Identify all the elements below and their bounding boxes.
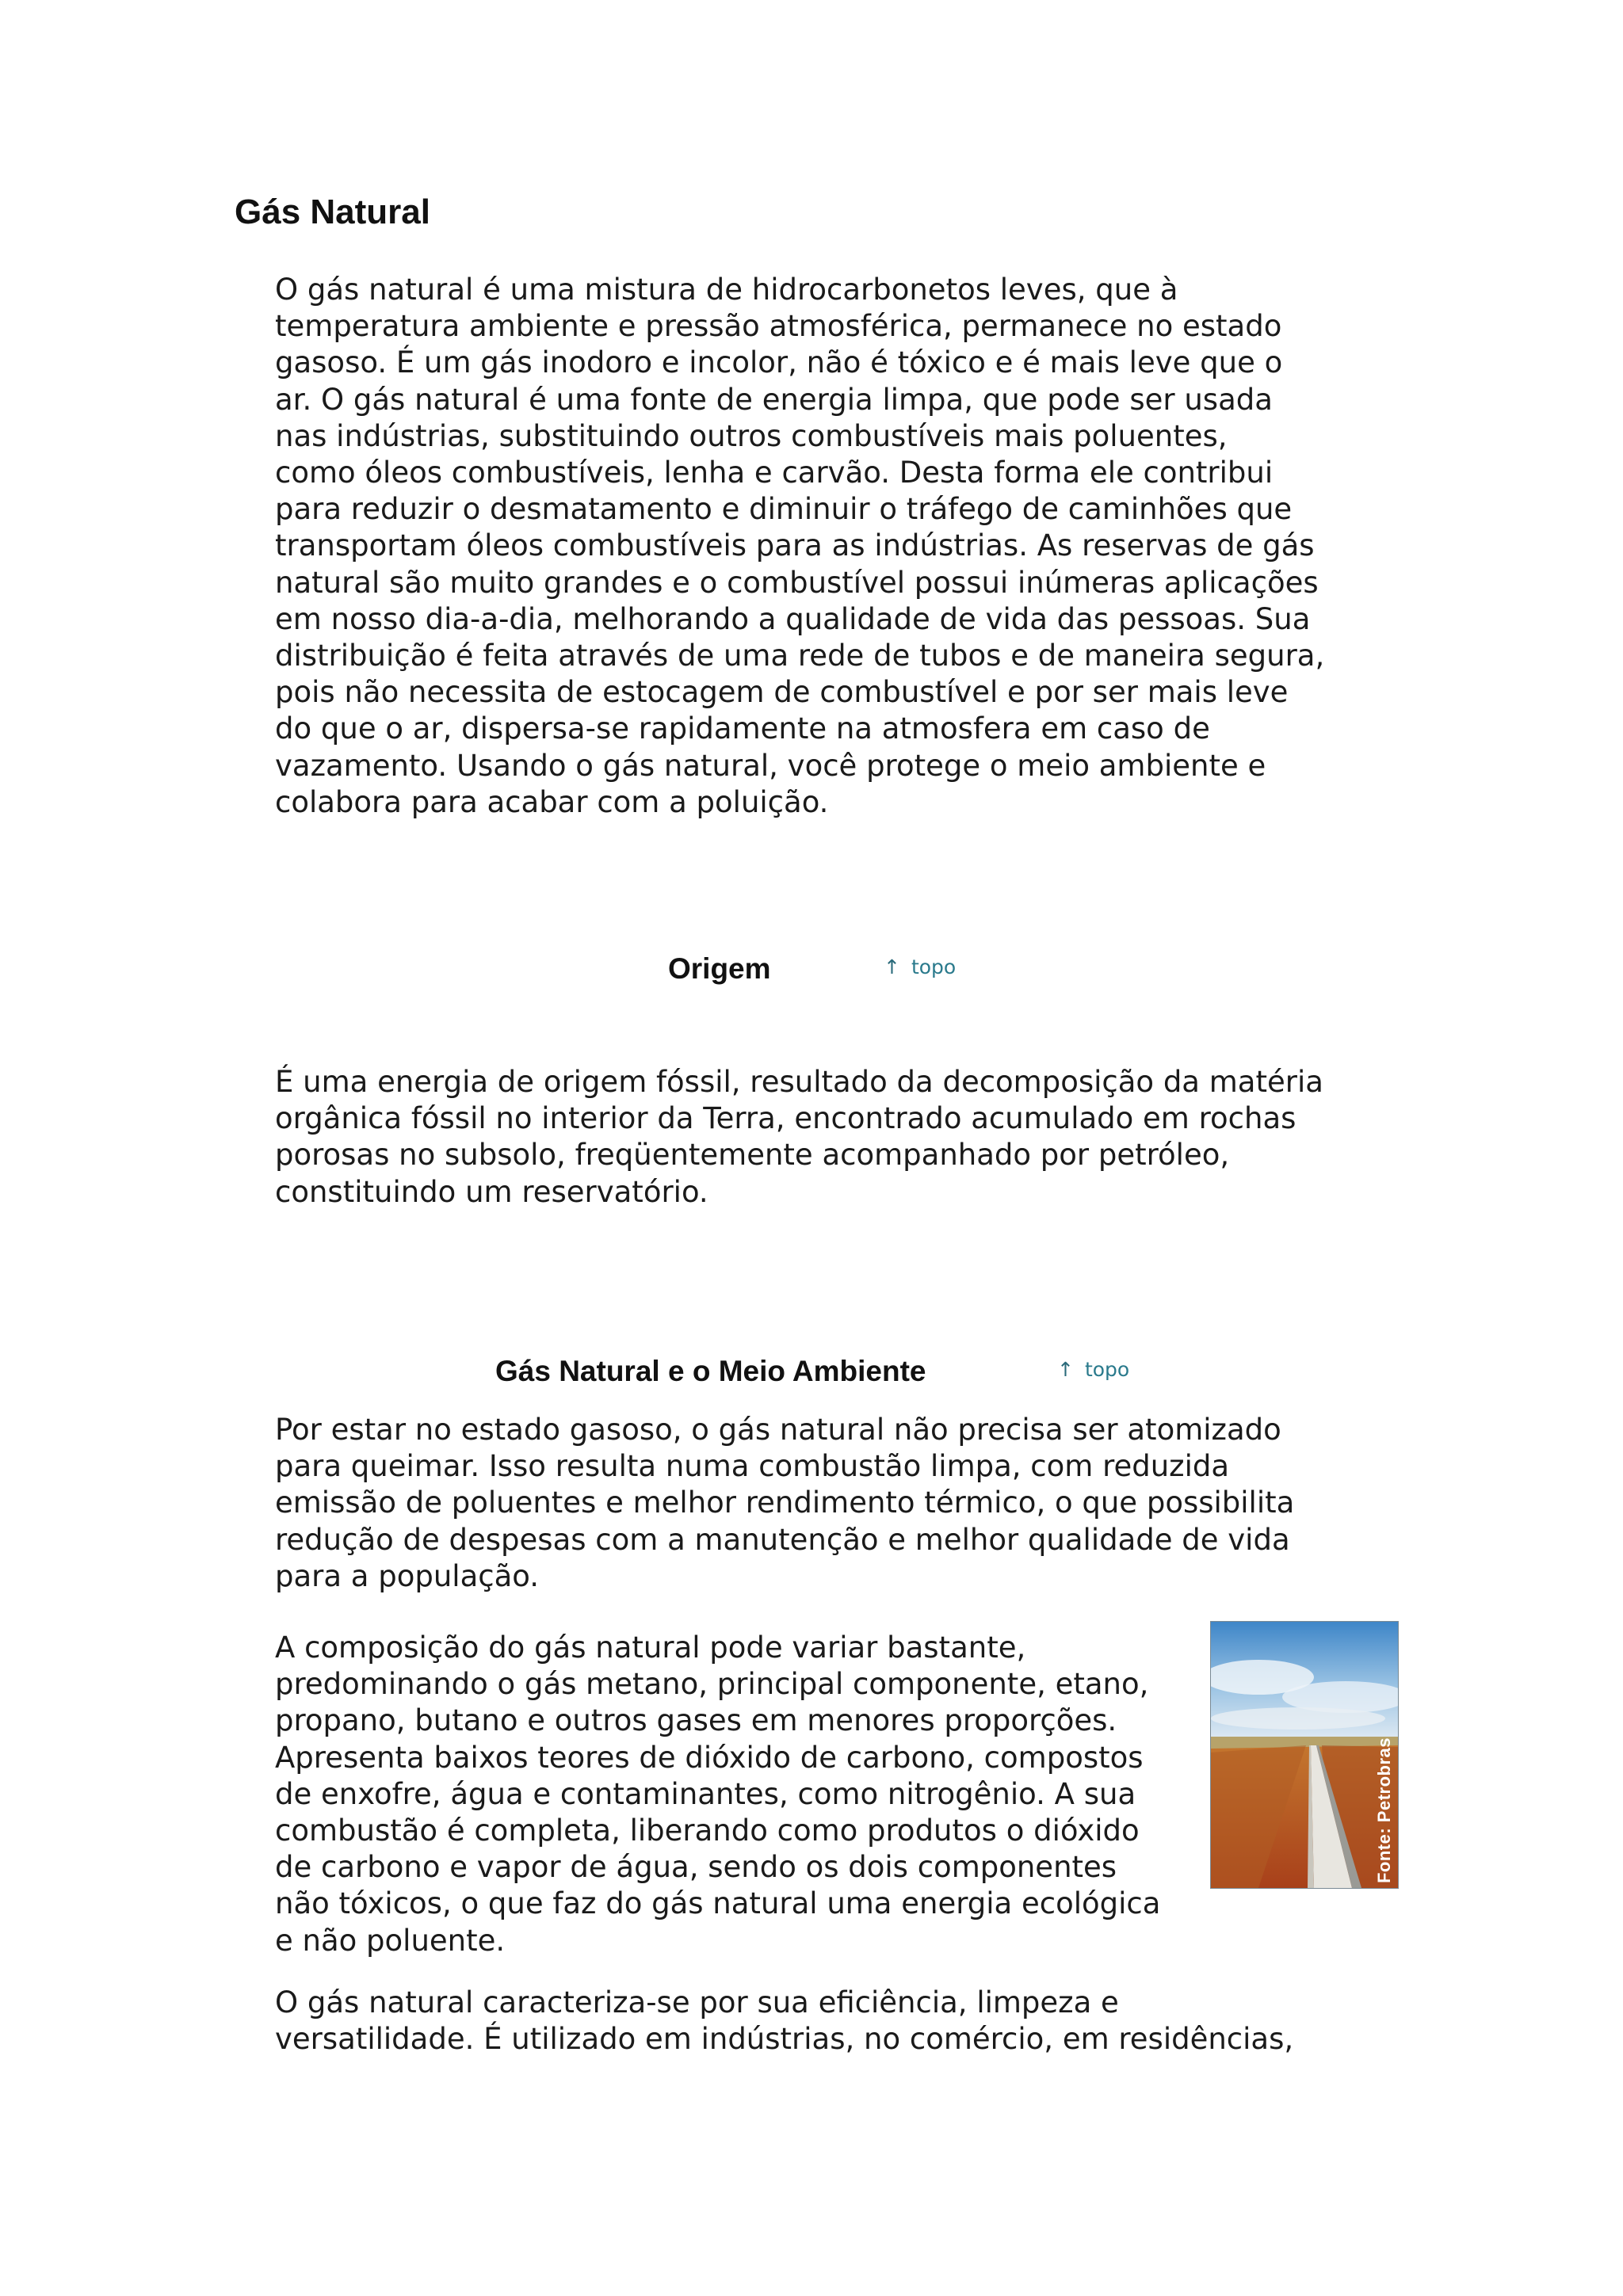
- photo-credit: Fonte: Petrobras: [1374, 1737, 1394, 1883]
- topo-link-meio-ambiente[interactable]: [1057, 1358, 1129, 1382]
- meio-ambiente-paragraph-1: Por estar no estado gasoso, o gás natural não precisa ser atomizado para queimar. Isso resulta numa combustão limpa, com reduzida emissão de poluentes e melhor rendimento térmico, o que possibilita redução de despesas com a manutenção e melhor qualidade de vida para a população.: [275, 1413, 1295, 1593]
- section-heading-meio-ambiente: Gás Natural e o Meio Ambiente: [495, 1355, 926, 1387]
- topo-link-label: topo: [911, 955, 957, 978]
- arrow-up-icon: ↑: [884, 955, 900, 978]
- intro-paragraph: O gás natural é uma mistura de hidrocarbonetos leves, que à temperatura ambiente e pressão atmosférica, permanece no estado gasoso. É um gás inodoro e incolor, não é tóxico e é mais leve que o ar. O gás natural é uma fonte de energia limpa, que pode ser usada nas indústrias, substituindo outros combustíveis mais poluentes, como óleos combustíveis, lenha e carvão. Desta forma ele contribui para reduzir o desmatamento e diminuir o tráfego de caminhões que transportam óleos combustíveis para as indústrias. As reservas de gás natural são muito grandes e o combustível possui inúmeras aplicações em nosso dia-a-dia, melhorando a qualidade de vida das pessoas. Sua distribuição é feita através de uma rede de tubos e de maneira segura, pois não necessita de estocagem de combustível e por ser mais leve do que o ar, dispersa-se rapidamente na atmosfera em caso de vazamento. Usando o gás natural, você protege o meio ambiente e colabora para acabar com a poluição.: [275, 273, 1325, 819]
- pipeline-photo: [1211, 1622, 1398, 1888]
- meio-ambiente-paragraph-3: O gás natural caracteriza-se por sua eficiência, limpeza e versatilidade. É utilizado em indústrias, no comércio, em residências,: [275, 1985, 1294, 2057]
- topo-link-origem[interactable]: [884, 955, 956, 979]
- page-title: Gás Natural: [235, 193, 430, 231]
- pipeline-landscape-image: [1211, 1622, 1398, 1888]
- meio-ambiente-paragraph-2: A composição do gás natural pode variar bastante, predominando o gás metano, principal componente, etano, propano, butano e outros gases em menores proporções. Apresenta baixos teores de dióxido de carbono, compostos de enxofre, água e contaminantes, como nitrogênio. A sua combustão é completa, liberando como produtos o dióxido de carbono e vapor de água, sendo os dois componentes não tóxicos, o que faz do gás natural uma energia ecológica e não poluente.: [275, 1630, 1161, 1958]
- arrow-up-icon: ↑: [1057, 1358, 1074, 1381]
- topo-link-label: topo: [1084, 1358, 1130, 1381]
- section-heading-origem: Origem: [668, 952, 771, 985]
- origem-paragraph: É uma energia de origem fóssil, resultado da decomposição da matéria orgânica fóssil no interior da Terra, encontrado acumulado em rochas porosas no subsolo, freqüentemente acompanhado por petróleo, constituindo um reservatório.: [275, 1065, 1323, 1209]
